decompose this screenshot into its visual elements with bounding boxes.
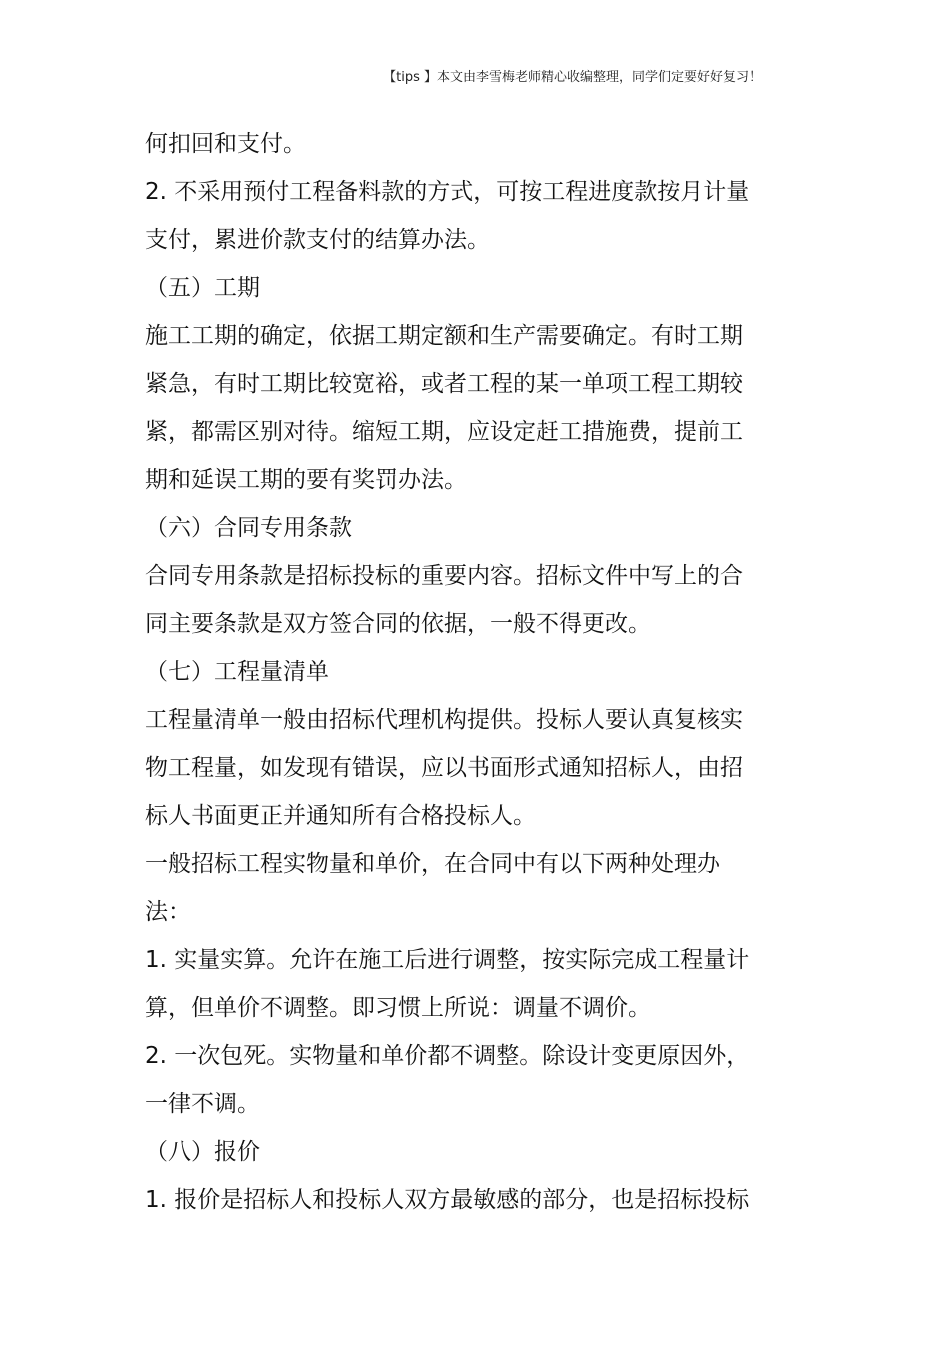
text-line: 一律不调。 [145, 1091, 260, 1117]
text-line: 标人书面更正并通知所有合格投标人。 [145, 803, 536, 829]
text-line: 1. 报价是招标人和投标人双方最敏感的部分，也是招标投标 [145, 1187, 750, 1213]
text-line: 紧，都需区别对待。缩短工期，应设定赶工措施费，提前工 [145, 419, 743, 445]
text-line: 工程量清单一般由招标代理机构提供。投标人要认真复核实 [145, 707, 743, 733]
section-heading: （八）报价 [145, 1139, 260, 1165]
text-line: 紧急，有时工期比较宽裕，或者工程的某一单项工程工期较 [145, 371, 743, 397]
text-line: 同主要条款是双方签合同的依据，一般不得更改。 [145, 611, 651, 637]
text-line: 期和延误工期的要有奖罚办法。 [145, 467, 467, 493]
text-line: 物工程量，如发现有错误，应以书面形式通知招标人，由招 [145, 755, 743, 781]
text-line: 合同专用条款是招标投标的重要内容。招标文件中写上的合 [145, 563, 743, 589]
text-line: 一般招标工程实物量和单价，在合同中有以下两种处理办 [145, 851, 720, 877]
text-line: 施工工期的确定，依据工期定额和生产需要确定。有时工期 [145, 323, 743, 349]
page-header-tips: 【tips 】本文由李雪梅老师精心收编整理，同学们定要好好复习！ [383, 70, 762, 85]
text-line: 2. 不采用预付工程备料款的方式，可按工程进度款按月计量 [145, 179, 750, 205]
text-line: 何扣回和支付。 [145, 131, 306, 157]
text-line: 算，但单价不调整。即习惯上所说：调量不调价。 [145, 995, 651, 1021]
section-heading: （五）工期 [145, 275, 260, 301]
text-line: 支付，累进价款支付的结算办法。 [145, 227, 490, 253]
section-heading: （六）合同专用条款 [145, 515, 352, 541]
section-heading: （七）工程量清单 [145, 659, 329, 685]
text-line: 1. 实量实算。允许在施工后进行调整，按实际完成工程量计 [145, 947, 750, 973]
text-line: 法： [145, 899, 191, 925]
document-body [145, 120, 757, 1224]
text-line: 2. 一次包死。实物量和单价都不调整。除设计变更原因外， [145, 1043, 750, 1069]
